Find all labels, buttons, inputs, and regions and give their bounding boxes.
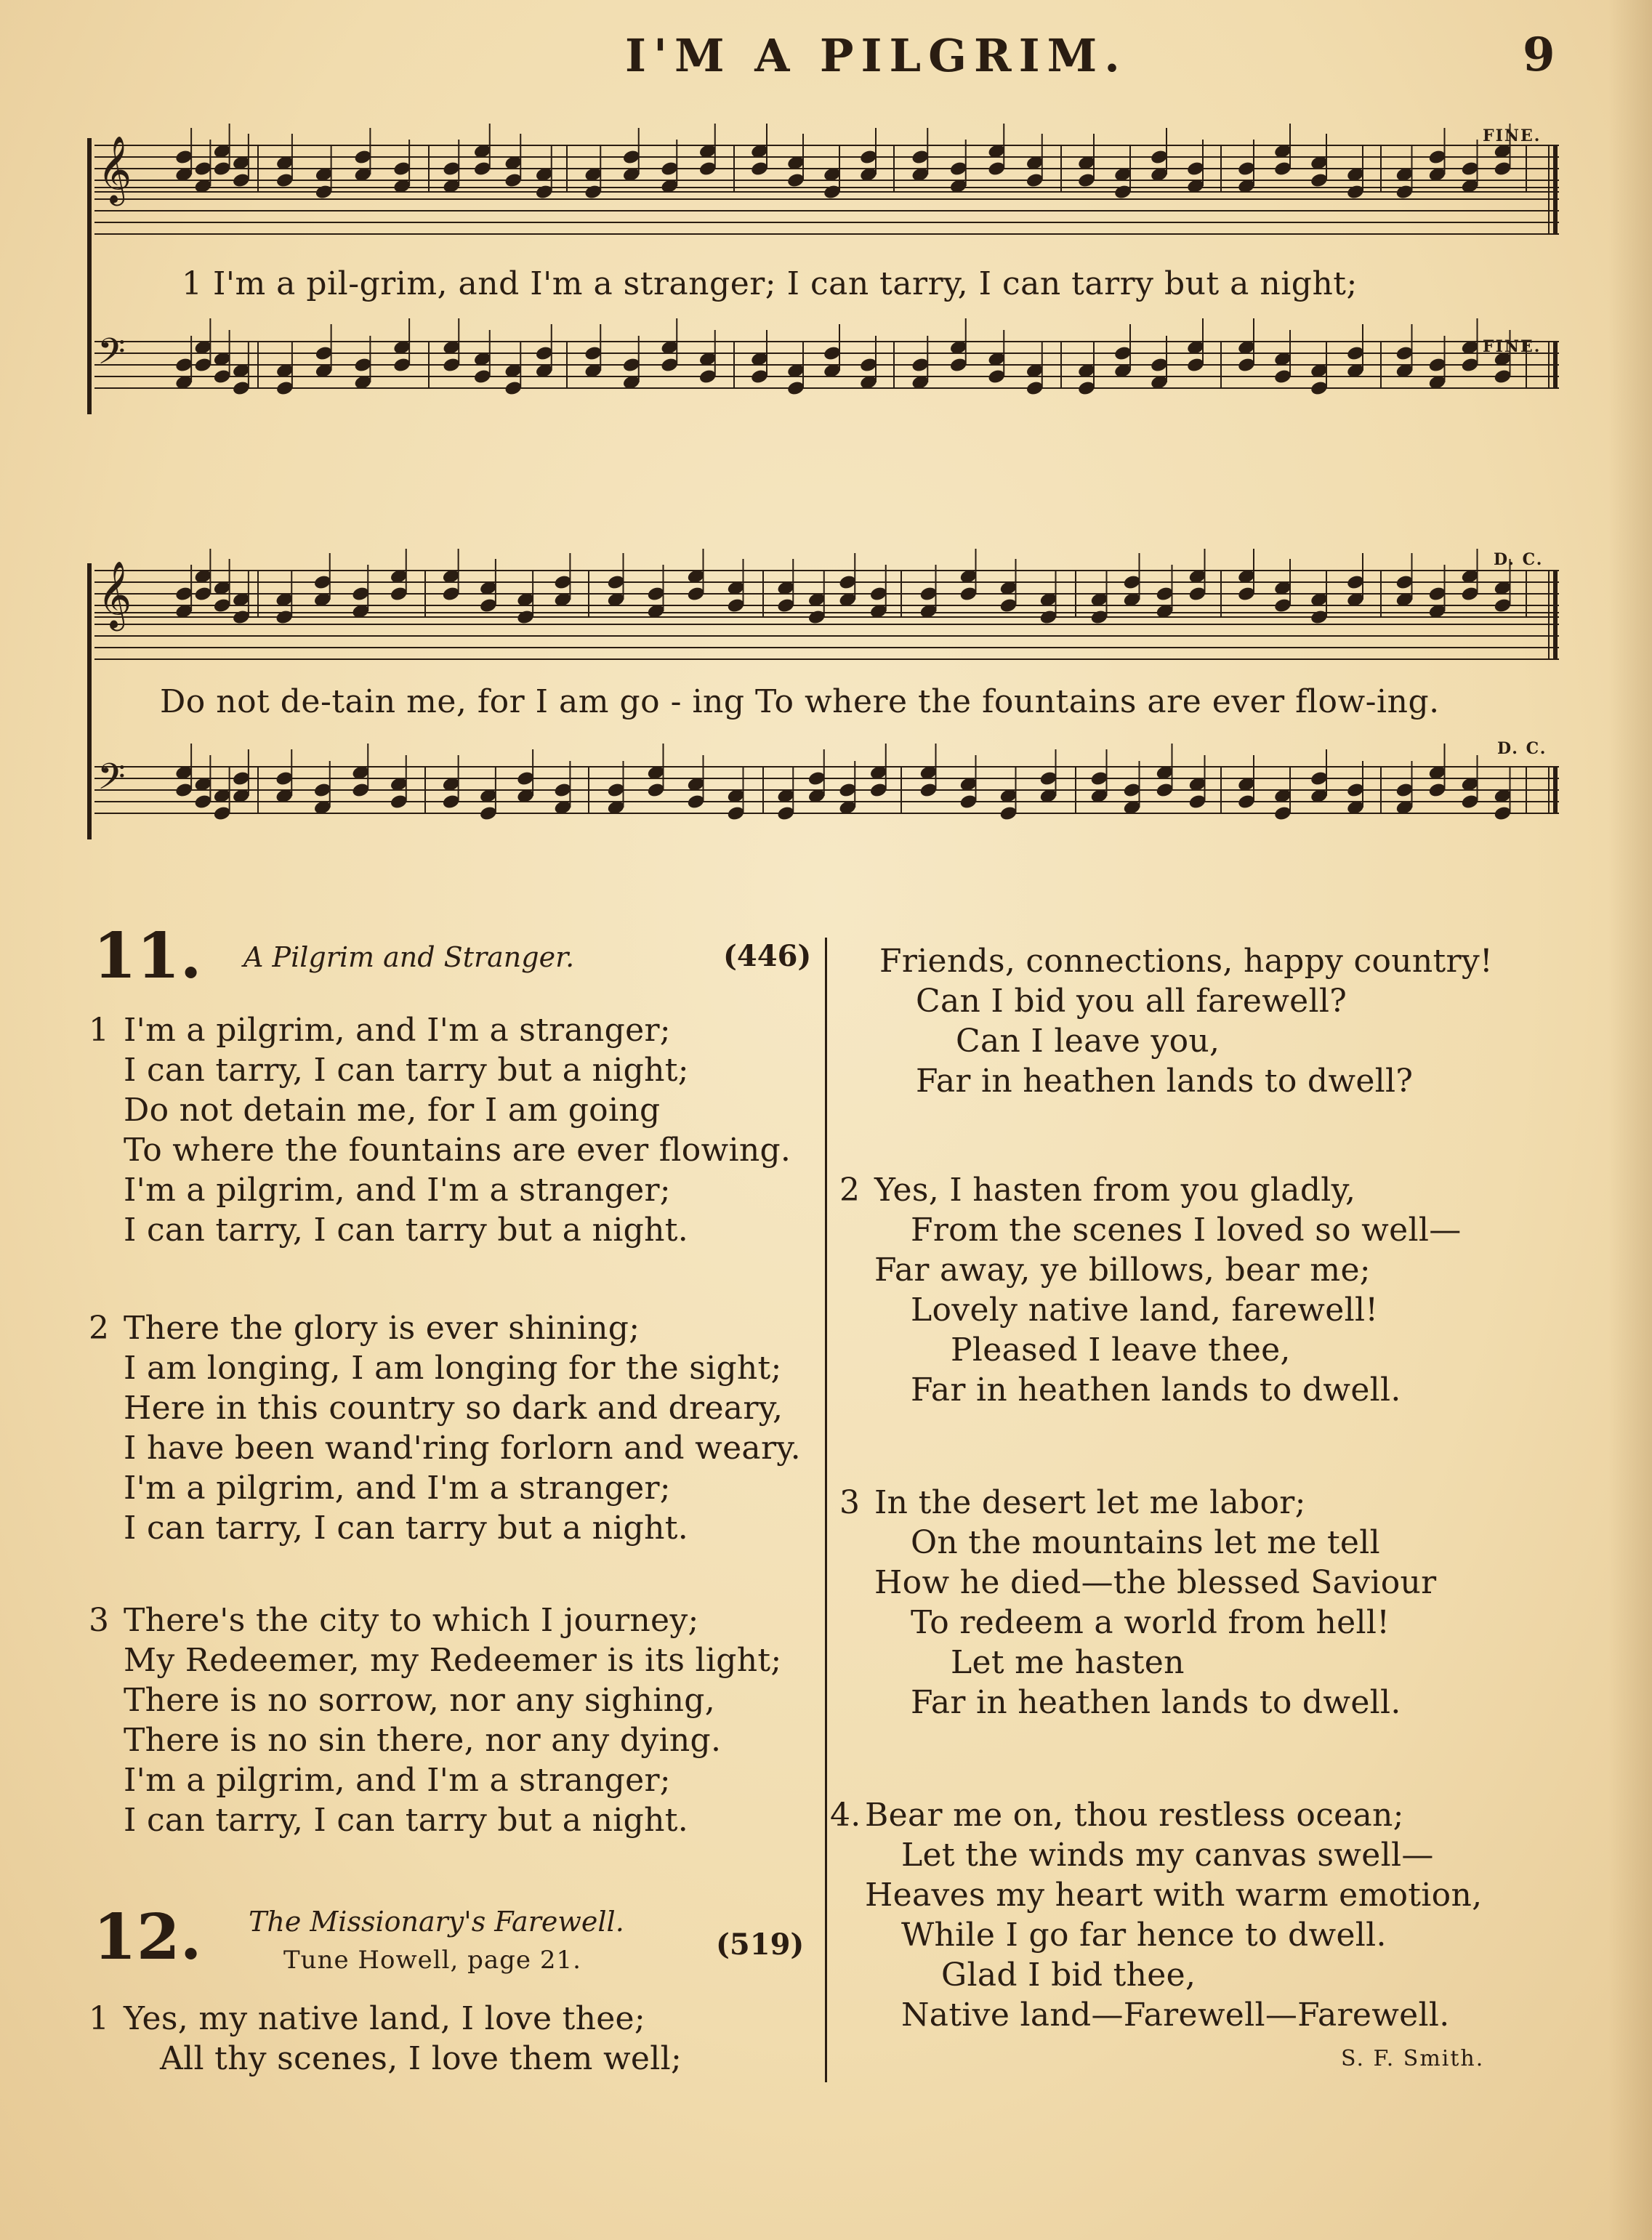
verse-line-text: All thy scenes, I love them well; [160, 2040, 682, 2077]
verse-line-text: I can tarry, I can tarry but a night; [124, 1052, 689, 1089]
verse-line-text: Heaves my heart with warm emotion, [865, 1877, 1483, 1914]
verse-line [89, 1050, 791, 1090]
page-edge-shadow [1608, 0, 1652, 2240]
verse-line [89, 1210, 791, 1250]
verse-number: 2 [89, 1310, 110, 1347]
verse-line-text: Pleased I leave thee, [951, 1331, 1291, 1369]
verse-line [879, 1061, 1493, 1101]
verse-line-text: My Redeemer, my Redeemer is its light; [124, 1642, 782, 1679]
verse-line [839, 1563, 1436, 1603]
verse-line-text: Native land—Farewell—Farewell. [901, 1997, 1450, 2034]
verse-line [839, 1683, 1436, 1723]
hymn11-verse-1 [89, 1010, 791, 1250]
lyrics-line-2: Do not de-tain me, for I am go - ing To where the fountains are ever flow-ing. [160, 683, 1440, 720]
lyrics-line-1: 1 I'm a pil-grim, and I'm a stranger; I can tarry, I can tarry but a night; [182, 265, 1358, 302]
verse-line-text: On the mountains let me tell [911, 1524, 1381, 1561]
verse-line-text: I can tarry, I can tarry but a night. [124, 1212, 688, 1249]
verse-line-text: Far away, ye billows, bear me; [874, 1252, 1371, 1289]
verse-line-text: In the desert let me labor; [874, 1484, 1306, 1521]
verse-line-text: Can I bid you all farewell? [916, 983, 1347, 1020]
verse-line-text: I'm a pilgrim, and I'm a stranger; [124, 1762, 671, 1799]
verse-line [89, 1308, 801, 1348]
hymn-12-tune: Tune Howell, page 21. [283, 1946, 581, 1975]
verse-line [839, 1210, 1462, 1250]
verse-line-text: While I go far hence to dwell. [901, 1917, 1387, 1954]
verse-line [830, 1875, 1482, 1915]
verse-line [830, 1795, 1482, 1835]
verse-line [839, 1603, 1436, 1643]
treble-clef-icon: 𝄞 [97, 135, 132, 203]
verse-line [89, 1800, 782, 1840]
verse-line-text: To redeem a world from hell! [911, 1604, 1390, 1641]
verse-line-text: I have been wand'ring forlorn and weary. [124, 1430, 801, 1467]
verse-line-text: Glad I bid thee, [941, 1957, 1196, 1994]
verse-line-text: I'm a pilgrim, and I'm a stranger; [124, 1172, 671, 1209]
running-title: I'M A PILGRIM. [625, 29, 1127, 82]
verse-number: 3 [89, 1602, 110, 1639]
verse-line [89, 1130, 791, 1170]
dc-mark-lower: D. C. [1497, 739, 1547, 758]
verse-line [89, 1090, 791, 1130]
verse-line-text: There is no sorrow, nor any sighing, [124, 1682, 716, 1719]
hymn12-verse-4 [830, 1795, 1482, 2035]
verse-line-text: Far in heathen lands to dwell. [911, 1684, 1401, 1721]
hymn-12-number: 12. [93, 1901, 202, 1974]
hymn-12-title: The Missionary's Farewell. [249, 1906, 624, 1938]
hymn-11-title: A Pilgrim and Stranger. [243, 941, 575, 973]
verse-line-text: Far in heathen lands to dwell. [911, 1371, 1401, 1409]
verse-line [839, 1643, 1436, 1683]
verse-line-text: Yes, my native land, I love thee; [124, 2000, 646, 2037]
music-system-1 [87, 124, 1559, 443]
verse-line-text: Lovely native land, farewell! [911, 1292, 1379, 1329]
verse-line [89, 1760, 782, 1800]
verse-line [89, 1010, 791, 1050]
final-bar [1553, 188, 1558, 234]
treble-clef-icon: 𝄞 [97, 560, 132, 628]
verse-line [839, 1290, 1462, 1330]
bass-clef-icon: 𝄢 [97, 331, 126, 382]
verse-line [830, 1995, 1482, 2035]
verse-line-text: I'm a pilgrim, and I'm a stranger; [124, 1012, 671, 1049]
verse-line [839, 1330, 1462, 1370]
verse-line-text: Can I leave you, [956, 1023, 1220, 1060]
fine-mark-lower: FINE. [1483, 337, 1542, 356]
system-brace [87, 138, 92, 414]
verse-line [839, 1370, 1462, 1410]
verse-line-text: Friends, connections, happy country! [879, 943, 1493, 980]
hymn-12-reference: (519) [716, 1927, 805, 1962]
verse-line [839, 1483, 1436, 1523]
verse-line-text: How he died—the blessed Saviour [874, 1564, 1437, 1601]
final-bar [1553, 767, 1558, 813]
dc-mark-upper: D. C. [1494, 550, 1544, 569]
verse-line-text: Let the winds my canvas swell— [901, 1837, 1434, 1874]
verse-line [89, 1999, 682, 2039]
final-bar [1553, 571, 1558, 617]
verse-line [830, 1835, 1482, 1875]
verse-line [830, 1915, 1482, 1955]
verse-line [89, 1720, 782, 1760]
verse-line [89, 1468, 801, 1508]
verse-line-text: Let me hasten [951, 1644, 1185, 1681]
verse-line-text: There's the city to which I journey; [124, 1602, 699, 1639]
verse-line [89, 1680, 782, 1720]
verse-line [89, 1170, 791, 1210]
final-bar [1553, 342, 1558, 388]
verse-line [89, 1388, 801, 1428]
verse-line [839, 1250, 1462, 1290]
verse-line [879, 941, 1493, 981]
verse-line-text: I can tarry, I can tarry but a night. [124, 1802, 688, 1839]
verse-line [830, 1955, 1482, 1995]
bass-clef-icon: 𝄢 [97, 756, 126, 807]
verse-line [89, 1640, 782, 1680]
verse-number: 1 [89, 2000, 110, 2037]
page-number: 9 [1523, 28, 1555, 82]
system-brace [87, 563, 92, 839]
verse-line [89, 1348, 801, 1388]
hymn12-verse-1-continued [879, 941, 1493, 1101]
verse-line [89, 2039, 682, 2079]
hymn12-verse-2 [839, 1170, 1462, 1410]
final-bar [1553, 613, 1558, 659]
hymn12-verse-3 [839, 1483, 1436, 1723]
verse-line-text: I'm a pilgrim, and I'm a stranger; [124, 1470, 671, 1507]
verse-line-text: Far in heathen lands to dwell? [916, 1063, 1414, 1100]
hymn11-verse-2 [89, 1308, 801, 1548]
fine-mark-upper: FINE. [1483, 126, 1542, 145]
verse-line [879, 981, 1493, 1021]
hymn-12-author: S. F. Smith. [1341, 2046, 1485, 2071]
verse-line-text: Yes, I hasten from you gladly, [874, 1172, 1356, 1209]
hymn12-verse-1-start [89, 1999, 682, 2079]
verse-line-text: From the scenes I loved so well— [911, 1212, 1462, 1249]
music-system-2 [87, 549, 1559, 869]
final-bar [1553, 145, 1558, 192]
verse-number: 1 [89, 1012, 110, 1049]
verse-line [839, 1170, 1462, 1210]
hymn-11-number: 11. [93, 919, 202, 993]
verse-number: 2 [839, 1172, 861, 1209]
verse-line-text: There is no sin there, nor any dying. [124, 1722, 722, 1759]
column-divider [825, 938, 827, 2082]
verse-line-text: To where the fountains are ever flowing. [124, 1132, 791, 1169]
verse-line-text: Here in this country so dark and dreary, [124, 1390, 783, 1427]
verse-line [89, 1428, 801, 1468]
verse-line [89, 1600, 782, 1640]
verse-line-text: I am longing, I am longing for the sight; [124, 1350, 782, 1387]
verse-line-text: Bear me on, thou restless ocean; [865, 1797, 1404, 1834]
verse-line [879, 1021, 1493, 1061]
verse-number: 3 [839, 1484, 861, 1521]
verse-line [839, 1523, 1436, 1563]
hymn11-verse-3 [89, 1600, 782, 1840]
verse-line-text: Do not detain me, for I am going [124, 1092, 661, 1129]
verse-line-text: I can tarry, I can tarry but a night. [124, 1510, 688, 1547]
verse-number: 4. [830, 1797, 861, 1834]
verse-line [89, 1508, 801, 1548]
verse-line-text: There the glory is ever shining; [124, 1310, 640, 1347]
hymn-11-reference: (446) [723, 939, 812, 973]
